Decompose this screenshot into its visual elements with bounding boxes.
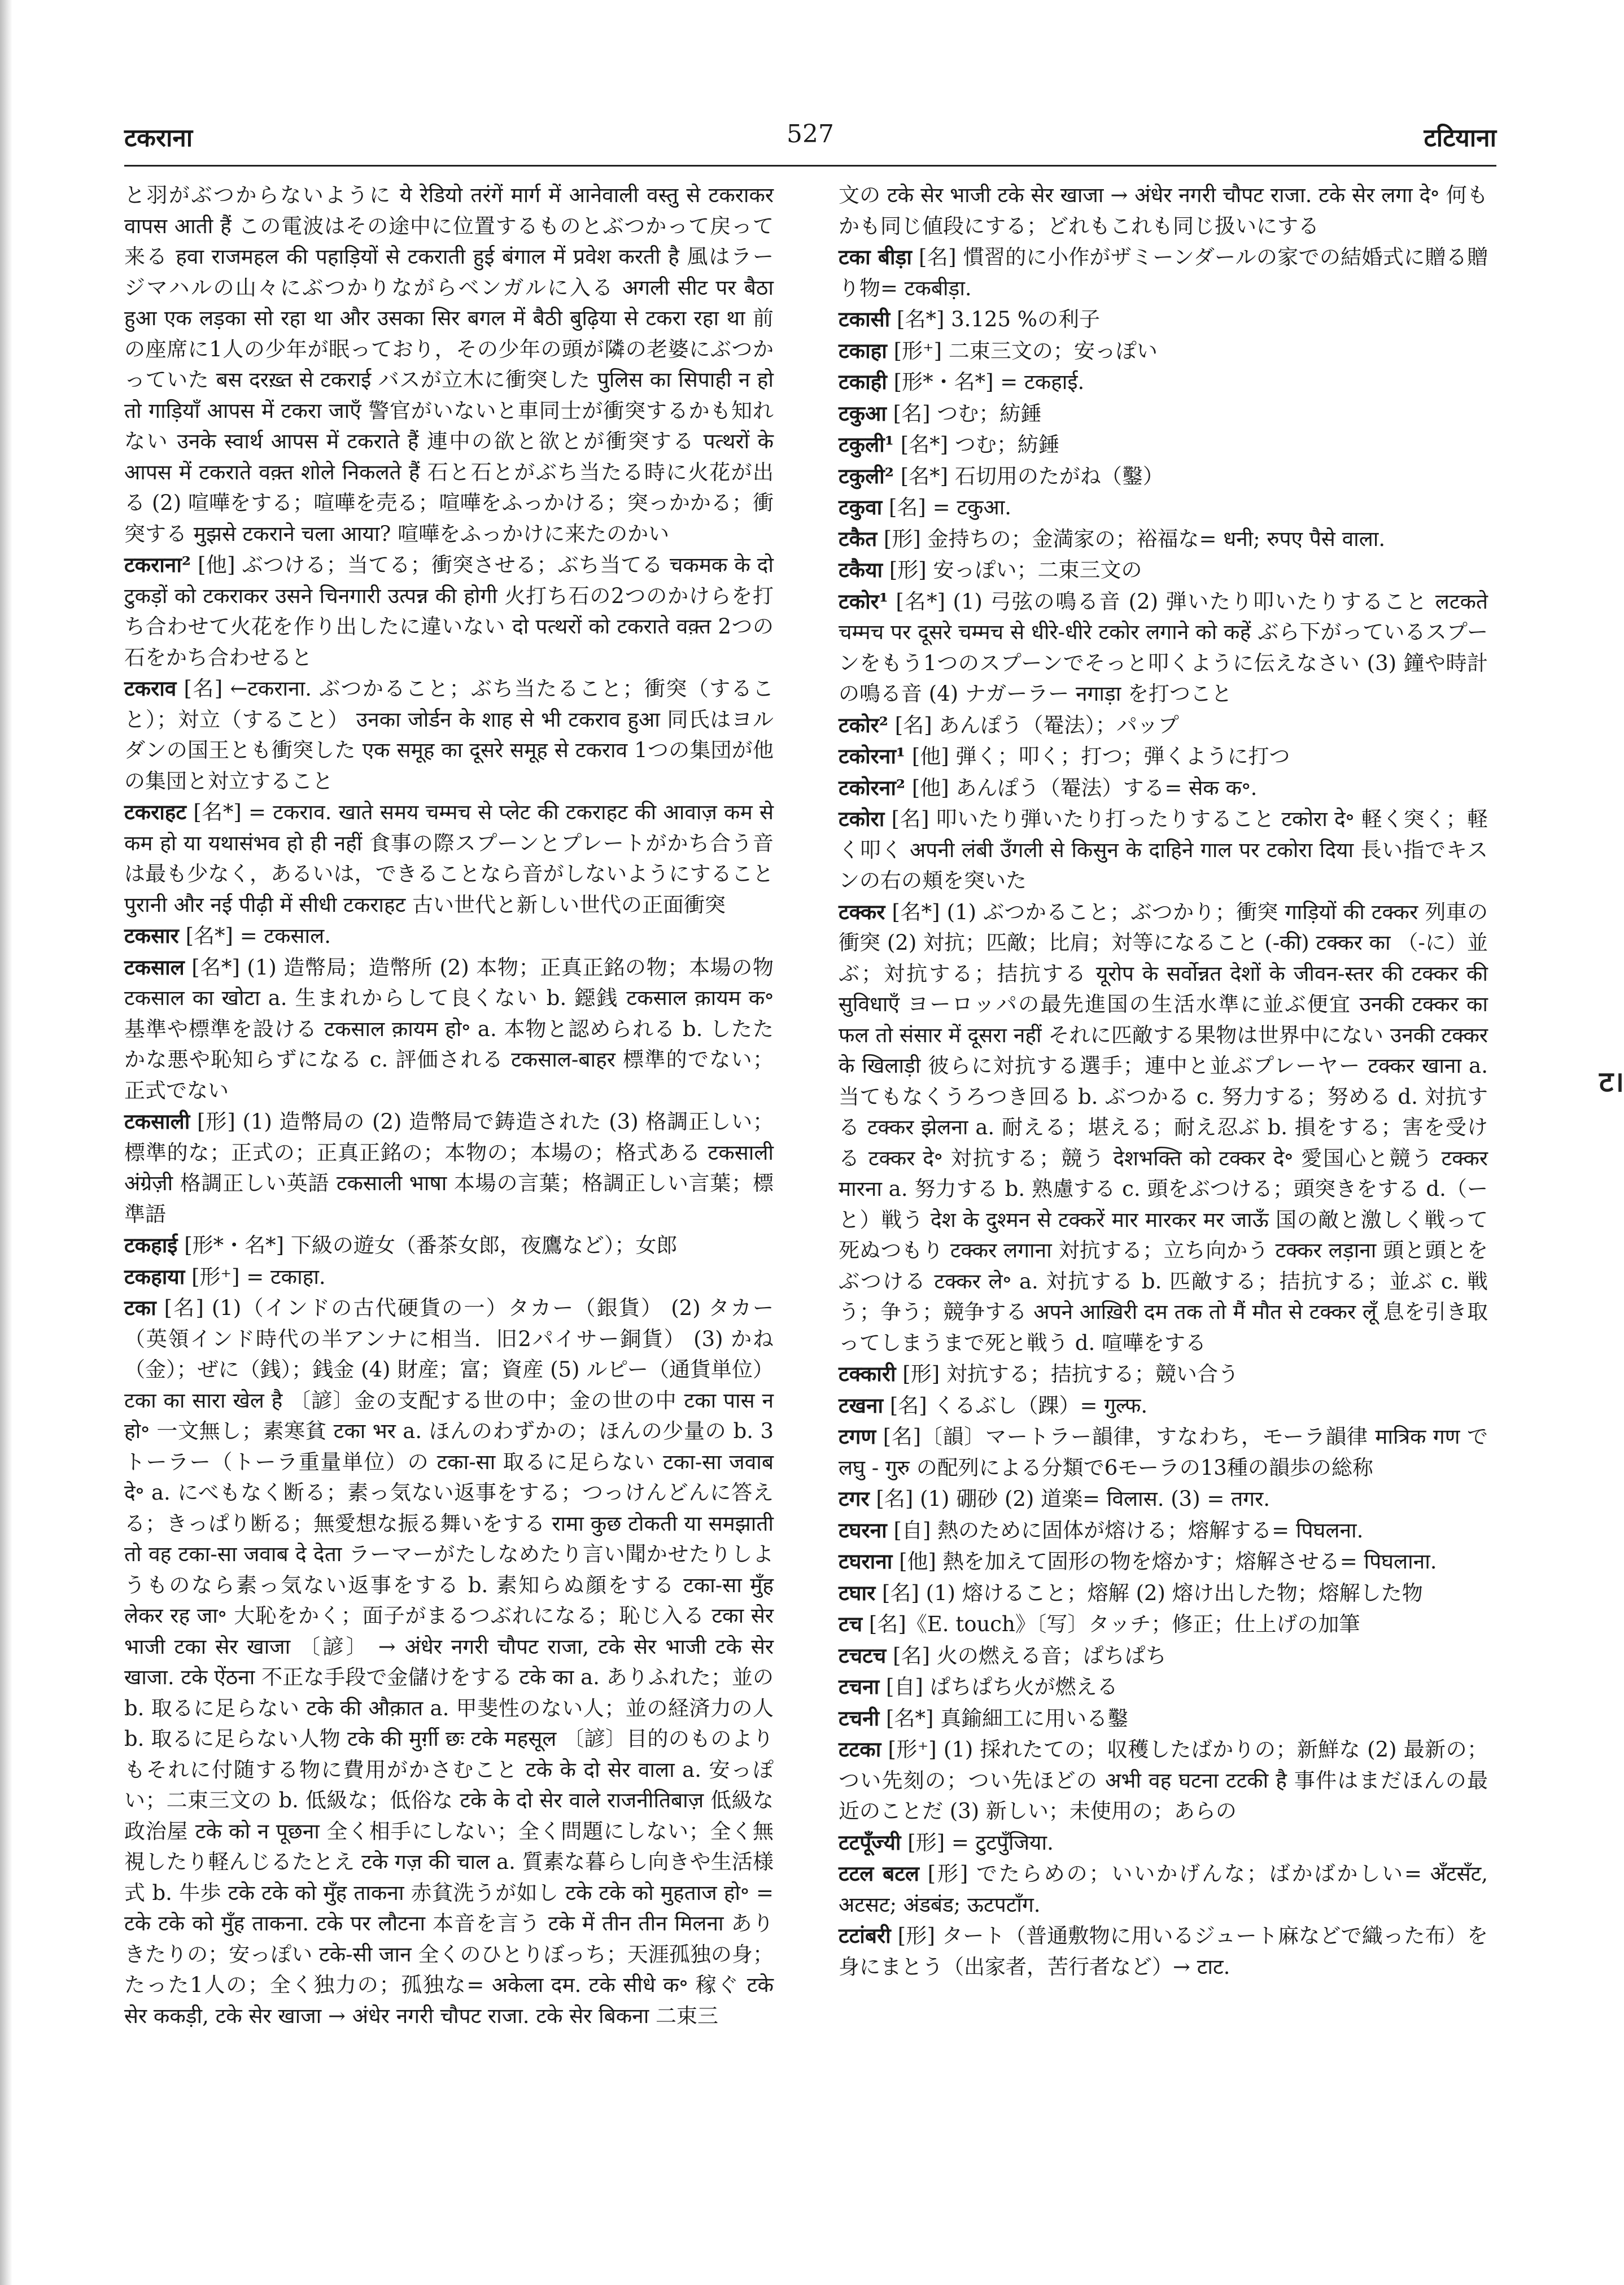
entry-headword: टचटच [839,1642,887,1668]
entry-headword: टगण [839,1424,876,1449]
dictionary-entry [124,549,774,673]
entry-text: [形] でたらめの；いいかげんな；ばかばかしい= अँटसँट, अटसट; अंडबंड; ऊटपटाँग. [839,1862,1488,1917]
entry-text: [形⁺] 二束三文の；安っぽい [893,338,1158,363]
dictionary-entry [124,952,774,1107]
entry-headword: टघरना [839,1517,887,1543]
dictionary-entry [839,803,1488,897]
entry-text: [形] 金持ちの；金満家の；裕福な= धनी; रुपए पैसे वाला. [883,526,1386,551]
right-running-headword: टटियाना [1424,124,1496,152]
entry-headword: टकुली¹ [839,432,894,457]
entry-text: [名*] (1) 弓弦の鳴る音 (2) 弾いたり叩いたりすること लटकते चम्मच पर दूसरे चम्मच से धीरे-धीरे टकोर लगाने को कहें ぶら下がっているスプーンをもう1つのスプーンでそっと叩くように伝えなさい (3) 鐘や時計の鳴る音 (4) ナガーラー नगाड़ा を打つこと [839,589,1488,706]
left-column [124,180,774,2031]
dictionary-entry [124,1292,774,2031]
entry-text: [自] 熱のために固体が熔ける；熔解する= पिघलना. [893,1518,1364,1543]
entry-headword: टगर [839,1486,870,1511]
entry-text: [形⁺] (1) 採れたての；収穫したばかりの；新鮮な (2) 最新の；つい先刻の；つい先ほどの अभी वह घटना टटकी है 事件はまだほんの最近のことだ (3) 新しい；未使用の；あらの [839,1737,1488,1823]
dictionary-entry [839,1578,1488,1609]
entry-headword: टकुवा [839,495,883,519]
entry-headword: टकराना² [124,552,191,577]
dictionary-entry [124,180,774,549]
entry-text: [形*・名*] = टकहाई. [893,370,1085,394]
entry-text: [他] あんぽう（罨法）する= सेक क॰. [911,775,1258,800]
entry-headword: टकैया [839,557,883,582]
entry-headword: टकोरना¹ [839,744,906,768]
dictionary-entry [839,242,1488,304]
entry-headword: टच [839,1611,863,1636]
entry-text: [名] ←टकराना. ぶつかること；ぶち当たること；衝突（すること）；対立（すること） उनका जोर्डन के शाह से भी टकराव हुआ 同氏はヨルダンの国王とも衝突した एक समूह का दूसरे समूह से टकराव 1つの集団が他の集団と対立すること [124,676,774,793]
entry-text: [名] 火の燃える音；ぱちぱち [893,1643,1167,1668]
dictionary-entry [839,1546,1488,1578]
dictionary-entry [839,1609,1488,1640]
dictionary-entry [124,920,774,952]
dictionary-entry [839,429,1488,461]
entry-headword: टटपूँज्यी [839,1829,901,1855]
entry-text: [名] つむ；紡錘 [893,401,1042,426]
entry-text: [名*] (1) 造幣局；造幣所 (2) 本物；正真正銘の物；本場の物 टकसाल का खोटा a. 生まれからして良くない b. 鐚銭 टकसाल क़ायम क॰ 基準や標準を設ける टकसाल क़ायम हो॰ a. 本物と認められる b. したたかな悪や恥知らずになる c. 評価される टकसाल-बाहर 標準的でない；正式でない [124,955,774,1103]
entry-text: [名] あんぽう（罨法）；パップ [894,713,1179,737]
entry-text: [名*] = टकसाल. [185,924,331,948]
dictionary-entry [839,1858,1488,1920]
dictionary-entry [839,523,1488,555]
entry-headword: टकसार [124,923,179,948]
dictionary-entry [839,1515,1488,1546]
entry-text: [名] 叩いたり弾いたり打ったりすること टकोरा दे॰ 軽く突く；軽く叩く अपनी लंबी उँगली से किसुन के दाहिने गाल पर टकोरा दिया 長い指でキスンの右の頬を突いた [839,807,1488,893]
dictionary-entry [839,554,1488,586]
dictionary-entry [839,710,1488,741]
dictionary-entry [839,461,1488,492]
entry-text: [形⁺] = टकाहा. [191,1264,326,1289]
entry-text: [名] 慣習的に小作がザミーンダールの家での結婚式に贈る贈り物= टकबीड़ा. [839,245,1488,300]
entry-text: [形] 安っぽい；二束三文の [889,558,1142,582]
entry-text: [名] (1) 硼砂 (2) 道楽= विलास. (3) = तगर. [876,1487,1270,1511]
entry-text: [名]《E. touch》〔写〕タッチ；修正；仕上げの加筆 [868,1612,1360,1636]
dictionary-entry [839,1671,1488,1703]
dictionary-entry [839,1640,1488,1672]
entry-text: [名] = टकुआ. [889,495,1012,519]
dictionary-entry [839,1358,1488,1390]
entry-headword: टकराव [124,676,177,701]
entry-headword: टकोर² [839,712,888,737]
book-binding-shadow [0,0,12,2285]
dictionary-entry [124,1230,774,1261]
entry-text: [名]〔韻〕マートラー韻律，すなわち，モーラ韻律 मात्रिक गण で लघु - गुरु の配列による分類で6モーラの13種の韻歩の総称 [839,1425,1488,1480]
entry-headword: टघराना [839,1549,893,1574]
entry-text: [他] ぶつける；当てる；衝突させる；ぶち当てる चकमक के दो टुकड़ों को टकराकर उसने चिनगारी उत्पन्न की होगी 火打ち石の2つのかけらを打ち合わせて火花を作り出したに違いない दो पत्थरों को टकराते वक़्त 2つの石をかち合わせると [124,553,774,670]
dictionary-entry [839,492,1488,523]
entry-headword: टचनी [839,1705,880,1731]
entry-headword: टकराहट [124,799,187,824]
dictionary-entry [839,366,1488,398]
entry-headword: टटांबरी [839,1923,891,1948]
entry-text: [名*] つむ；紡錘 [900,432,1059,457]
entry-text: [形*・名*] 下級の遊女（番茶女郎，夜鷹など）；女郎 [184,1233,678,1257]
entry-headword: टकाही [839,369,887,394]
entry-headword: टक्कारी [839,1361,896,1386]
dictionary-entry [839,1734,1488,1827]
entry-headword: टकाहा [839,338,887,363]
entry-headword: टचना [839,1674,880,1699]
page-header [124,120,1496,165]
entry-headword: टटल बटल [839,1861,920,1886]
entry-text: [自] ぱちぱち火が燃える [886,1675,1118,1699]
entry-text: [名*] (1) ぶつかること；ぶつかり；衝突 गाड़ियों की टक्कर 列車の衝突 (2) 対抗；匹敵；比肩；対等になること (-की) टक्कर का （-に）並ぶ；対抗する；拮抗する यूरोप के सर्वोन्नत देशों के जीवन-स्तर की टक्कर की सुविधाएँ ヨーロッパの最先進国の生活水準に並ぶ便宜 उनकी टक्कर का फल तो संसार में दूसरा नहीं それに匹敵する果物は世界中にない उनकी टक्कर के खिलाड़ी 彼らに対抗する選手；連中と並ぶプレーヤー टक्कर खाना a. 当てもなくうろつき回る b. ぶつかる c. 努力する；努める d. 対抗する टक्कर झेलना a. 耐える；堪える；耐え忍ぶ b. 損をする；害を受ける टक्कर दे॰ 対抗する；競う देशभक्ति को टक्कर दे॰ 愛国心と競う टक्कर मारना a. 努力する b. 熟慮する c. 頭をぶつける；頭突きをする d.（ー と）戦う देश के दुश्मन से टक्करें मार मारकर मर जाऊँ 国の敵と激しく戦って死ぬつもり टक्कर लगाना 対抗する；立ち向かう टक्कर लड़ाना 頭と頭とをぶつける टक्कर ले॰ a. 対抗する b. 匹敵する；拮抗する；並ぶ c. 戦う；争う；競争する अपने आख़िरी दम तक तो मैं मौत से टक्कर लूँ 息を引き取ってしまうまで死と戦う d. 喧嘩をする [839,899,1488,1355]
entry-headword: टका [124,1295,156,1320]
entry-headword: टक्कर [839,899,885,924]
dictionary-entry [839,1421,1488,1483]
entry-headword: टकसाली [124,1109,190,1134]
dictionary-entry [839,398,1488,430]
dictionary-entry [839,897,1488,1359]
entry-headword: टकोरा [839,806,885,831]
entry-text: [他] 弾く；叩く；打つ；弾くように打つ [911,744,1290,768]
entry-text: [形] タート（普通敷物に用いるジュート麻などで織った布）を身にまとう（出家者，苦行者など）→ टाट. [839,1924,1488,1979]
entry-text: [形] (1) 造幣局の (2) 造幣局で鋳造された (3) 格調正しい；標準的な；正式の；正真正銘の；本物の；本場の；格式ある टकसाली अंग्रेज़ी 格調正しい英語 टकसाली भाषा 本場の言葉；格調正しい言葉；標準語 [124,1109,774,1226]
entry-text: と羽がぶつからないように ये रेडियो तरंगें मार्ग में आनेवाली वस्तु से टकराकर वापस आती हैं この電波はその途中に位置するものとぶつかって戻って来る हवा राजमहल की पहाड़ियों से टकराती हुई बंगाल में प्रवेश करती है 風はラージマハルの山々にぶつかりながらベンガルに入る अगली सीट पर बैठा हुआ एक लड़का सो रहा था और उसका सिर बगल में बैठी बुढ़िया से टकरा रहा था 前の座席に1人の少年が眠っており，その少年の頭が隣の老婆にぶつかっていた बस दरख़्त से टकराई バスが立木に衝突した पुलिस का सिपाही न हो तो गाड़ियाँ आपस में टकरा जाएँ 警官がいないと車同士が衝突するかも知れない उनके स्वार्थ आपस में टकराते हैं 連中の欲と欲とが衝突する पत्थरों के आपस में टकराते वक़्त शोले निकलते हैं 石と石とがぶち当たる時に火花が出る (2) 喧嘩をする；喧嘩を売る；喧嘩をふっかける；突っかかる；衝突する मुझसे टकराने चला आया? 喧嘩をふっかけに来たのかい [124,183,774,546]
dictionary-entry [124,1106,774,1230]
entry-text: [他] 熱を加えて固形の物を熔かす；熔解させる= पिघलाना. [899,1549,1437,1574]
dictionary-entry [839,180,1488,242]
entry-headword: टकहाई [124,1233,178,1257]
header-rule [124,165,1496,167]
entry-headword: टकासी [839,307,890,331]
entry-text: [名*] = टकराव. खाते समय चम्मच से प्लेट की टकराहट की आवाज़ कम से कम हो या यथासंभव हो ही नहीं 食事の際スプーンとプレートがかち合う音は最も少なく，あるいは，できることなら音がしないようにすること पुरानी और नई पीढ़ी में सीधी टकराहट 古い世代と新しい世代の正面衝突 [124,800,774,917]
entry-text: [名] くるぶし（踝）= गुल्फ. [889,1393,1148,1418]
entry-headword: टकोर¹ [839,588,888,614]
entry-text: [名*] 3.125 %の利子 [897,307,1100,331]
entry-headword: टघार [839,1580,876,1605]
entry-headword: टका बीड़ा [839,244,912,269]
dictionary-entry [839,772,1488,804]
dictionary-entry [124,1261,774,1293]
entry-text: [名] (1) 熔けること；熔解 (2) 熔け出した物；熔解した物 [882,1580,1423,1605]
page-number: 527 [787,120,834,148]
entry-text: [名*] 石切用のたがね（鑿） [900,464,1164,488]
entry-headword: टटका [839,1737,881,1762]
dictionary-entry [839,335,1488,367]
dictionary-entry [839,1920,1488,1982]
entry-text: [形] 対抗する；拮抗する；競い合う [902,1362,1239,1386]
entry-headword: टकुली² [839,463,894,488]
dictionary-entry [839,1827,1488,1859]
entry-headword: टकहाया [124,1264,185,1289]
entry-headword: टखना [839,1392,884,1418]
dictionary-entry [124,797,774,920]
entry-headword: टकैत [839,526,878,551]
right-column [839,180,1488,1982]
left-running-headword: टकराना [124,124,193,152]
thumb-index-tab: ट। [1599,1065,1624,1098]
entry-text: [名*] 真鍮細工に用いる鑿 [886,1706,1129,1731]
dictionary-entry [839,1483,1488,1515]
entry-headword: टकोरना² [839,775,906,800]
dictionary-entry [839,741,1488,772]
dictionary-entry [839,1703,1488,1734]
dictionary-entry [124,673,774,797]
dictionary-entry [839,586,1488,710]
dictionary-entry [839,304,1488,335]
entry-headword: टकुआ [839,400,887,426]
entry-text: [形] = टुटपुँजिया. [907,1830,1054,1855]
dictionary-entry [839,1390,1488,1422]
entry-headword: टकसाल [124,954,185,980]
entry-text: [名] (1)（インドの古代硬貨の一）タカー（銀貨） (2) タカー（英領インド時代の半アンナに相当．旧2パイサー銅貨） (3) かね（金）；ぜに（銭）；銭金 (4) 財産；富；資産 (5) ルピー（通貨単位） टका का सारा खेल है 〔諺〕金の支配する世の中；金の世の中 टका पास न हो॰ 一文無し；素寒貧 टका भर a. ほんのわずかの；ほんの少量の b. 3トーラー（トーラ重量単位）の टका-सा 取るに足らない टका-सा जवाब दे॰ a. にべもなく断る；素っ気ない返事をする；つっけんどんに答える；きっぱり断る；無愛想な振る舞いをする रामा कुछ टोकती या समझाती तो वह टका-सा जवाब दे देता ラーマーがたしなめたり言い聞かせたりしようものなら素っ気ない返事をする b. 素知らぬ顔をする टका-सा मुँह लेकर रह जा॰ 大恥をかく；面子がまるつぶれになる；恥じ入る टका सेर भाजी टका सेर खाजा 〔諺〕 → अंधेर नगरी चौपट राजा, टके सेर भाजी टके सेर खाजा. टके ऐंठना 不正な手段で金儲けをする टके का a. ありふれた；並の b. 取るに足らない टके की औक़ात a. 甲斐性のない人；並の経済力の人 b. 取るに足らない人物 टके की मुर्ग़ी छः टके महसूल 〔諺〕目的のものよりもそれに付随する物に費用がかさむこと टके के दो सेर वाला a. 安っぽい；二束三文の b. 低級な；低俗な टके के दो सेर वाले राजनीतिबाज़ 低級な政治屋 टके को न पूछना 全く相手にしない；全く問題にしない；全く無視したり軽んじるたとえ टके गज़ की चाल a. 質素な暮らし向きや生活様式 b. 牛歩 टके टके को मुँह ताकना 赤貧洗うが如し टके टके को मुहताज हो॰ = टके टके को मुँह ताकना. टके पर लौटना 本音を言う टके में तीन तीन मिलना ありきたりの；安っぽい टके-सी जान 全くのひとりぼっち；天涯孤独の身；たった1人の；全く独力の；孤独な= अकेला दम. टके सीधे क॰ 稼ぐ टके सेर ककड़ी, टके सेर खाजा → अंधेर नगरी चौपट राजा. टके सेर बिकना 二束三 [124,1296,774,2028]
entry-text: 文の टके सेर भाजी टके सेर खाजा → अंधेर नगरी चौपट राजा. टके सेर लगा दे॰ 何もかも同じ値段にする；どれもこれも同じ扱いにする [839,183,1488,238]
